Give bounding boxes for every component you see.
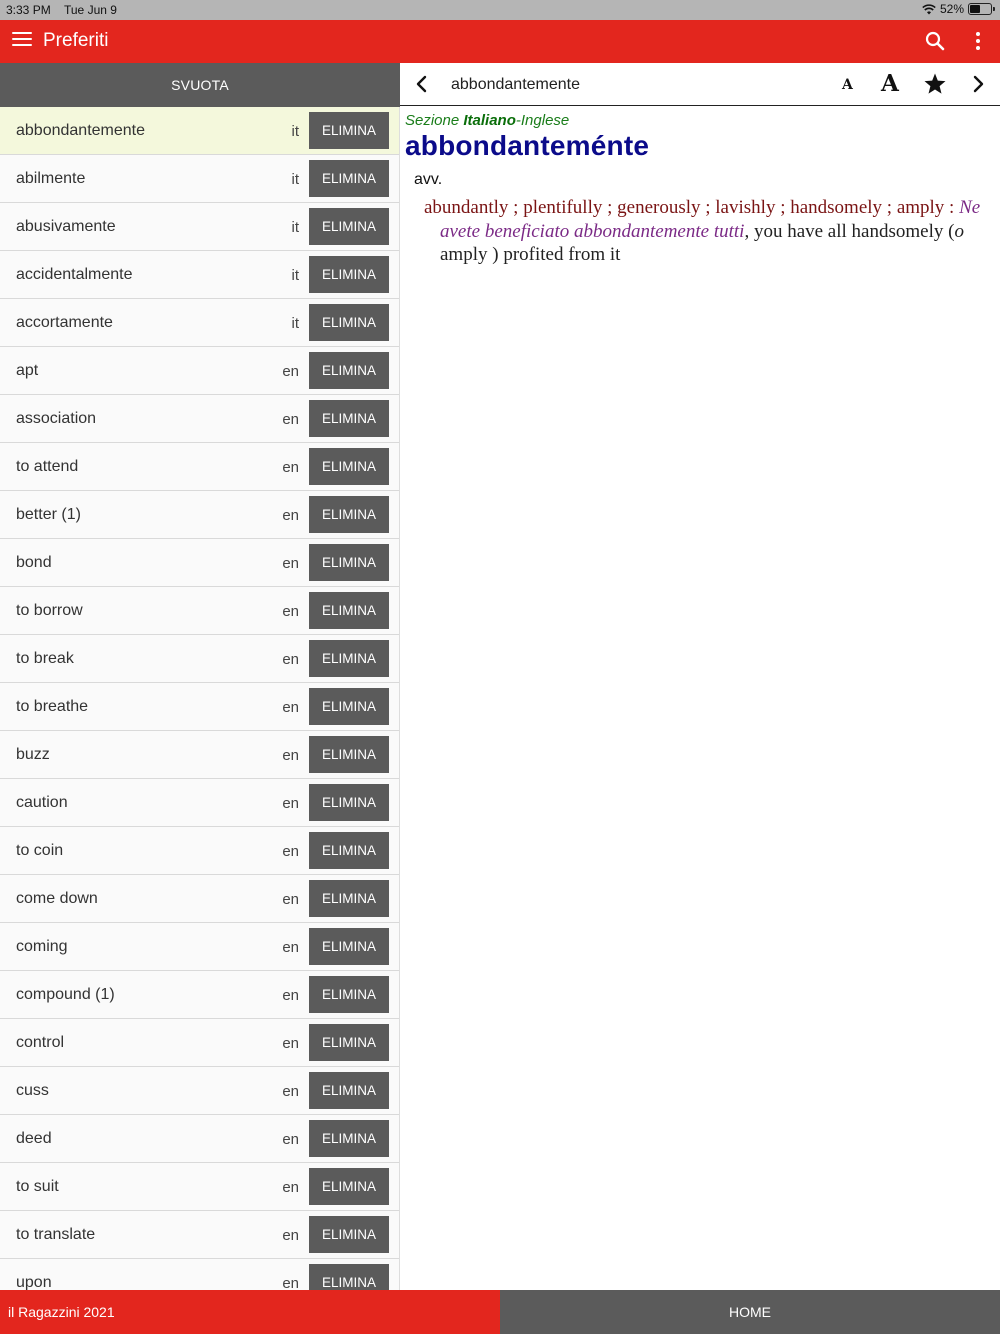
delete-button[interactable]: ELIMINA [309,544,389,581]
list-item-lang: en [282,411,299,428]
example-translation-or: o [954,220,964,242]
delete-button[interactable]: ELIMINA [309,1216,389,1253]
delete-button[interactable]: ELIMINA [309,832,389,869]
list-item[interactable] [0,251,399,299]
entry-pane [400,63,1000,1290]
list-item-lang: en [282,747,299,764]
clear-all-button[interactable]: SVUOTA [0,63,400,107]
list-item-word[interactable]: abilmente [16,170,86,187]
part-of-speech: avv. [414,171,443,188]
footer [0,1290,1000,1334]
list-item-lang: en [282,1035,299,1052]
delete-button[interactable]: ELIMINA [309,640,389,677]
list-item-word[interactable]: abusivamente [16,218,116,235]
status-right [922,2,992,16]
list-item-word[interactable]: control [16,1034,65,1051]
list-item[interactable] [0,443,399,491]
list-item-lang: it [291,171,299,188]
list-item[interactable] [0,1115,399,1163]
delete-button[interactable]: ELIMINA [309,112,389,149]
delete-button[interactable]: ELIMINA [309,256,389,293]
list-item[interactable] [0,971,399,1019]
section-label [405,112,1000,129]
delete-button[interactable]: ELIMINA [309,448,389,485]
delete-button[interactable]: ELIMINA [309,160,389,197]
list-item-word[interactable]: abbondantemente [16,122,145,139]
list-item[interactable] [0,875,399,923]
entry-headword: abbondantemente [451,76,580,93]
list-item[interactable] [0,731,399,779]
delete-button[interactable]: ELIMINA [309,592,389,629]
battery-percent: 52% [939,2,964,16]
favorites-pane [0,63,400,1290]
example-translation-2: amply ) profited from it [440,244,621,265]
list-item[interactable] [0,107,399,155]
list-item-word[interactable]: association [16,410,97,427]
favorites-list [0,107,400,1290]
list-item[interactable] [0,779,399,827]
list-item-lang: en [282,939,299,956]
list-item[interactable] [0,1211,399,1259]
list-item-word[interactable]: to coin [16,842,64,859]
page-title: Preferiti [43,30,109,51]
delete-button[interactable]: ELIMINA [309,976,389,1013]
list-item-word[interactable]: accidentalmente [16,266,133,283]
list-item-word[interactable]: compound (1) [16,986,115,1003]
list-item-lang: en [282,843,299,860]
more-vertical-icon[interactable] [968,30,988,52]
list-item-lang: en [282,987,299,1004]
delete-button[interactable]: ELIMINA [309,1264,389,1290]
list-item-lang: en [282,699,299,716]
list-item[interactable] [0,347,399,395]
list-item-lang: en [282,507,299,524]
list-item-word[interactable]: to suit [16,1178,59,1195]
section-prefix: Sezione [405,112,464,129]
delete-button[interactable]: ELIMINA [309,736,389,773]
list-item-lang: it [291,267,299,284]
list-item-word[interactable]: accortamente [16,314,113,331]
list-item-lang: en [282,891,299,908]
list-item[interactable] [0,539,399,587]
list-item[interactable] [0,683,399,731]
list-item-lang: it [291,123,299,140]
list-item-lang: en [282,459,299,476]
delete-button[interactable]: ELIMINA [309,496,389,533]
list-item[interactable] [0,155,399,203]
list-item-lang: en [282,603,299,620]
section-suffix: -Inglese [515,112,570,129]
delete-button[interactable]: ELIMINA [309,1024,389,1061]
list-item-word[interactable]: to borrow [16,602,83,619]
list-item-word[interactable]: to breathe [16,698,89,715]
list-item-lang: en [282,1179,299,1196]
delete-button[interactable]: ELIMINA [309,400,389,437]
list-item[interactable] [0,635,399,683]
status-bar [0,0,1000,20]
list-item-word[interactable]: apt [16,362,39,379]
list-item[interactable] [0,491,399,539]
brand-label [0,1290,500,1334]
list-item[interactable] [0,1067,399,1115]
hamburger-menu-icon[interactable] [12,32,32,50]
list-item[interactable] [0,1163,399,1211]
entry-lemma: abbondanteménte [405,130,650,161]
app-bar [0,20,1000,63]
list-item-lang: it [291,315,299,332]
list-item-word[interactable]: better (1) [16,506,81,523]
list-item-lang: en [282,363,299,380]
delete-button[interactable]: ELIMINA [309,304,389,341]
delete-button[interactable]: ELIMINA [309,784,389,821]
status-date: Tue Jun 9 [64,3,117,17]
list-item-word[interactable]: cuss [16,1082,49,1099]
entry-content [400,106,1000,267]
list-item-word[interactable]: upon [16,1274,52,1290]
list-item-word[interactable]: caution [16,794,68,811]
list-item-lang: en [282,1083,299,1100]
decrease-font-button[interactable]: A [842,77,853,93]
list-item-lang: en [282,795,299,812]
wifi-icon [922,4,936,15]
chevron-left-icon[interactable] [414,74,430,94]
list-item-lang: en [282,651,299,668]
example-phrase: Ne avete beneficiato abbondantemente tutti [440,197,981,242]
delete-button[interactable]: ELIMINA [309,352,389,389]
home-button[interactable]: HOME [500,1290,1000,1334]
list-item-word[interactable]: to break [16,650,74,667]
list-item-word[interactable]: coming [16,938,68,955]
search-icon[interactable] [924,30,946,52]
delete-button[interactable]: ELIMINA [309,1168,389,1205]
list-item[interactable] [0,923,399,971]
list-item[interactable] [0,587,399,635]
delete-button[interactable]: ELIMINA [309,1120,389,1157]
list-item-word[interactable]: deed [16,1130,52,1147]
delete-button[interactable]: ELIMINA [309,208,389,245]
example-translation-1: , you have all handsomely ( [744,220,955,242]
list-item-lang: en [282,1131,299,1148]
list-item-word[interactable]: to attend [16,458,79,475]
list-item-lang: en [282,1227,299,1244]
section-source: Italiano [463,112,516,129]
list-item-word[interactable]: come down [16,890,98,907]
list-item-lang: it [291,219,299,236]
brand-text: il Ragazzini 2021 [8,1304,115,1320]
status-time: 3:33 PM [6,3,51,17]
list-item[interactable] [0,203,399,251]
battery-icon [968,3,992,15]
list-item[interactable] [0,827,399,875]
list-item-word[interactable]: bond [16,554,52,571]
delete-button[interactable]: ELIMINA [309,880,389,917]
list-item-lang: en [282,1275,299,1290]
delete-button[interactable]: ELIMINA [309,1072,389,1109]
list-item[interactable] [0,395,399,443]
list-item-word[interactable]: buzz [16,746,50,763]
delete-button[interactable]: ELIMINA [309,688,389,725]
increase-font-button[interactable]: A [881,70,899,97]
entry-toolbar [400,63,1000,106]
translations: abundantly ; plentifully ; generously ; lavishly ; handsomely ; amply : [424,197,955,218]
star-icon[interactable] [923,72,947,96]
delete-button[interactable]: ELIMINA [309,928,389,965]
entry-sense [424,196,982,267]
list-item-word[interactable]: to translate [16,1226,96,1243]
list-item[interactable] [0,1019,399,1067]
list-item[interactable] [0,299,399,347]
chevron-right-icon[interactable] [970,74,986,94]
list-item[interactable] [0,1259,399,1290]
list-item-lang: en [282,555,299,572]
